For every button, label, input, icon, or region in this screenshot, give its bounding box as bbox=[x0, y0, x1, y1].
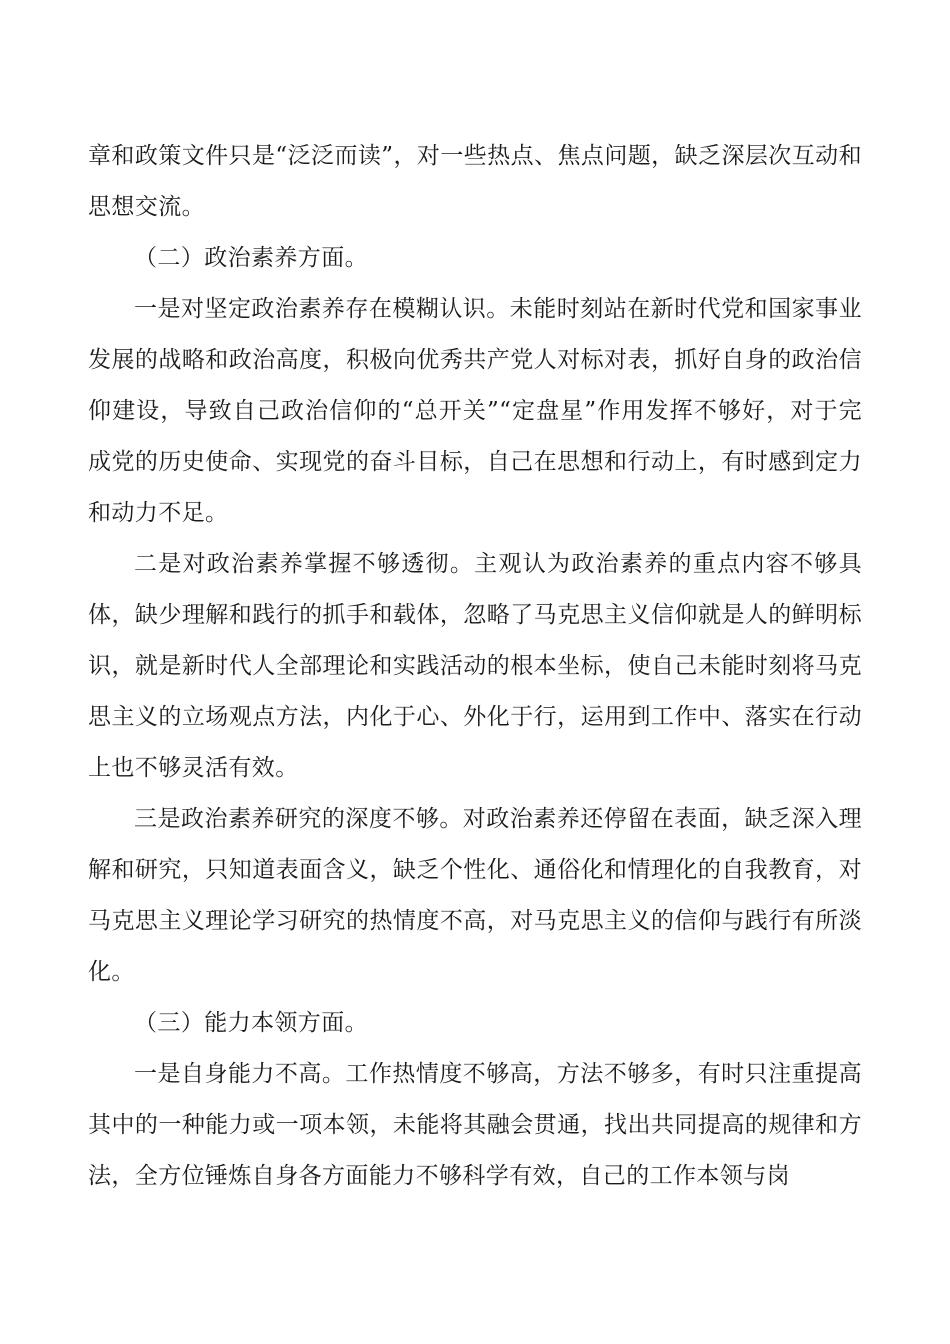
paragraph-political-1: 一是对坚定政治素养存在模糊认识。未能时刻站在新时代党和国家事业发展的战略和政治高度，积极向优秀共产党人对标对表，抓好自身的政治信仰建设，导致自己政治信仰的“总开关”“定盘星”作用发挥不够好，对于完成党的历史使命、实现党的奋斗目标，自己在思想和行动上，有时感到定力和动力不足。 bbox=[88, 296, 862, 526]
paragraph-political-3: 三是政治素养研究的深度不够。对政治素养还停留在表面，缺乏深入理解和研究，只知道表面含义，缺乏个性化、通俗化和情理化的自我教育，对马克思主义理论学习研究的热情度不高，对马克思主义的信仰与践行有所淡化。 bbox=[88, 806, 862, 985]
paragraph-continuation: 章和政策文件只是“泛泛而读”，对一些热点、焦点问题，缺乏深层次互动和思想交流。 bbox=[88, 143, 862, 220]
paragraph-ability-1: 一是自身能力不高。工作热情度不够高，方法不够多，有时只注重提高其中的一种能力或一项本领，未能将其融会贯通，找出共同提高的规律和方法，全方位锤炼自身各方面能力不够科学有效，自己的工作本领与岗 bbox=[88, 1061, 862, 1189]
document-body bbox=[88, 131, 862, 1202]
section-heading-political-literacy: （二）政治素养方面。 bbox=[134, 245, 368, 271]
paragraph-political-2: 二是对政治素养掌握不够透彻。主观认为政治素养的重点内容不够具体，缺少理解和践行的抓手和载体，忽略了马克思主义信仰就是人的鲜明标识，就是新时代人全部理论和实践活动的根本坐标，使自己未能时刻将马克思主义的立场观点方法，内化于心、外化于行，运用到工作中、落实在行动上也不够灵活有效。 bbox=[88, 551, 862, 781]
section-heading-ability: （三）能力本领方面。 bbox=[134, 1010, 368, 1036]
